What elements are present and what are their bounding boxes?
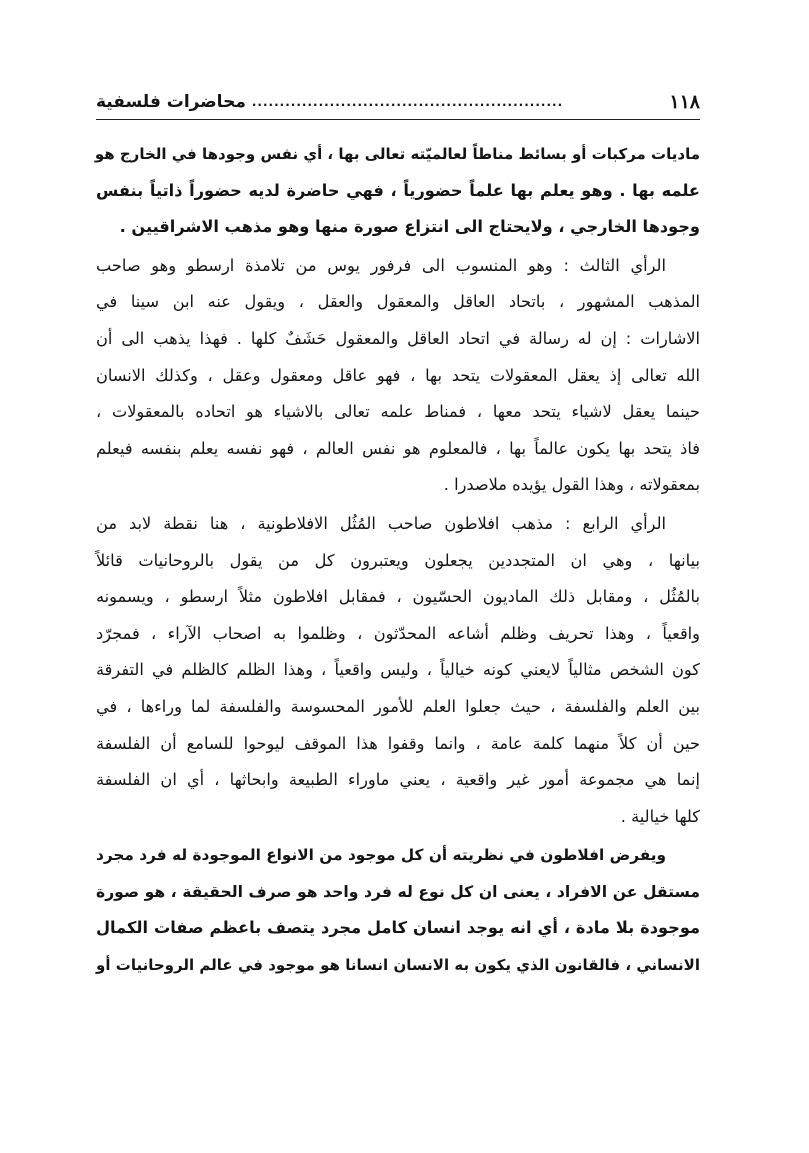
text-line: ويفرض افلاطون في نظريته أن كل موجود من الانواع الموجودة له فرد مجرد [96, 846, 666, 865]
text-line: الرأي الثالث : وهو المنسوب الى فرفور يوس من تلامذة ارسطو وهو صاحب [96, 255, 666, 275]
text-line: بالمُثُل ، ومقابل ذلك الماديون الحسّيون ، فمقابل افلاطون مثلاً ارسطو ، ويسمونه [96, 587, 700, 607]
paragraph-4 [96, 837, 700, 983]
text-line: مستقل عن الافراد ، يعنى ان كل نوع له فرد واحد هو صرف الحقيقة ، هو صورة [96, 882, 700, 901]
paragraph-3 [96, 506, 700, 835]
text-line: واقعياً ، وهذا تحريف وظلم أشاعه المحدّثون ، وظلموا به اصحاب الآراء ، فمجرّد [96, 623, 700, 643]
text-line: بين العلم والفلسفة ، حيث جعلوا العلم للأمور المحسوسة والفلسفة لما وراءها ، في [96, 696, 700, 716]
text-line: فاذ يتحد بها يكون عالماً بها ، فالمعلوم هو نفس العالم ، فهو نفسه يعلم بنفسه فيعلم [96, 438, 700, 458]
text-line: حينما يعقل لاشياء يتحد معها ، فمناط علمه تعالى بالاشياء هو اتحاده بالمعقولات ، [96, 402, 700, 422]
body-text [96, 136, 700, 984]
header-leader-dots: ........................................................ [251, 95, 564, 109]
text-line: بيانها ، وهي ان المتجددين يجعلون ويعتبرون كل من يقول بالروحانيات قائلاً [96, 550, 700, 570]
paragraph-1 [96, 136, 700, 246]
text-line: كلها خيالية . [620, 806, 700, 826]
book-title: محاضرات فلسفية [96, 92, 246, 112]
text-line: إنما هي مجموعة أمور غير واقعية ، يعني ماوراء الطبيعة وابحاثها ، أي ان الفلسفة [96, 770, 700, 790]
text-line: الانساني ، فالقانون الذي يكون به الانسان انسانا هو موجود في عالم الروحانيات أو [96, 956, 700, 975]
text-line: موجودة بلا مادة ، أي انه يوجد انسان كامل مجرد يتصف باعظم صفات الكمال [96, 918, 700, 938]
text-line: الاشارات : إن له رسالة في اتحاد العاقل والمعقول حَشَفٌ كلها . فهذا يذهب الى أن [96, 328, 700, 348]
page-number: ١١٨ [669, 91, 700, 113]
header-divider [96, 119, 700, 120]
text-line: المذهب المشهور ، باتحاد العاقل والمعقول والعقل ، ويقول عنه ابن سينا في [96, 292, 700, 312]
text-line: الرأي الرابع : مذهب افلاطون صاحب المُثُل الافلاطونية ، هنا نقطة لابد من [96, 513, 666, 533]
text-line: بمعقولاته ، وهذا القول يؤيده ملاصدرا . [443, 475, 700, 495]
paragraph-2 [96, 248, 700, 504]
text-line: الله تعالى إذ يعقل المعقولات يتحد بها ، فهو عاقل ومعقول وعقل ، وكذلك الانسان [96, 365, 700, 385]
text-line: حين أن كلاً منهما كلمة عامة ، وانما وقفوا هذا الموقف ليوحوا للسامع أن الفلسفة [96, 733, 700, 753]
text-line: كون الشخص مثالياً لايعني كونه خيالياً ، وليس واقعياً ، وهذا الظلم كالظلم في التفرقة [96, 660, 700, 680]
text-line: وجودها الخارجي ، ولايحتاج الى انتزاع صورة منها وهو مذهب الاشراقيين . [119, 217, 700, 237]
running-header [96, 86, 700, 118]
text-line: علمه بها . وهو يعلم بها علماً حضورياً ، فهي حاضرة لديه حضوراً ذاتياً بنفس [96, 180, 700, 200]
text-line: ماديات مركبات أو بسائط مناطاً لعالميّته تعالى بها ، أي نفس وجودها في الخارج هو [94, 145, 700, 163]
